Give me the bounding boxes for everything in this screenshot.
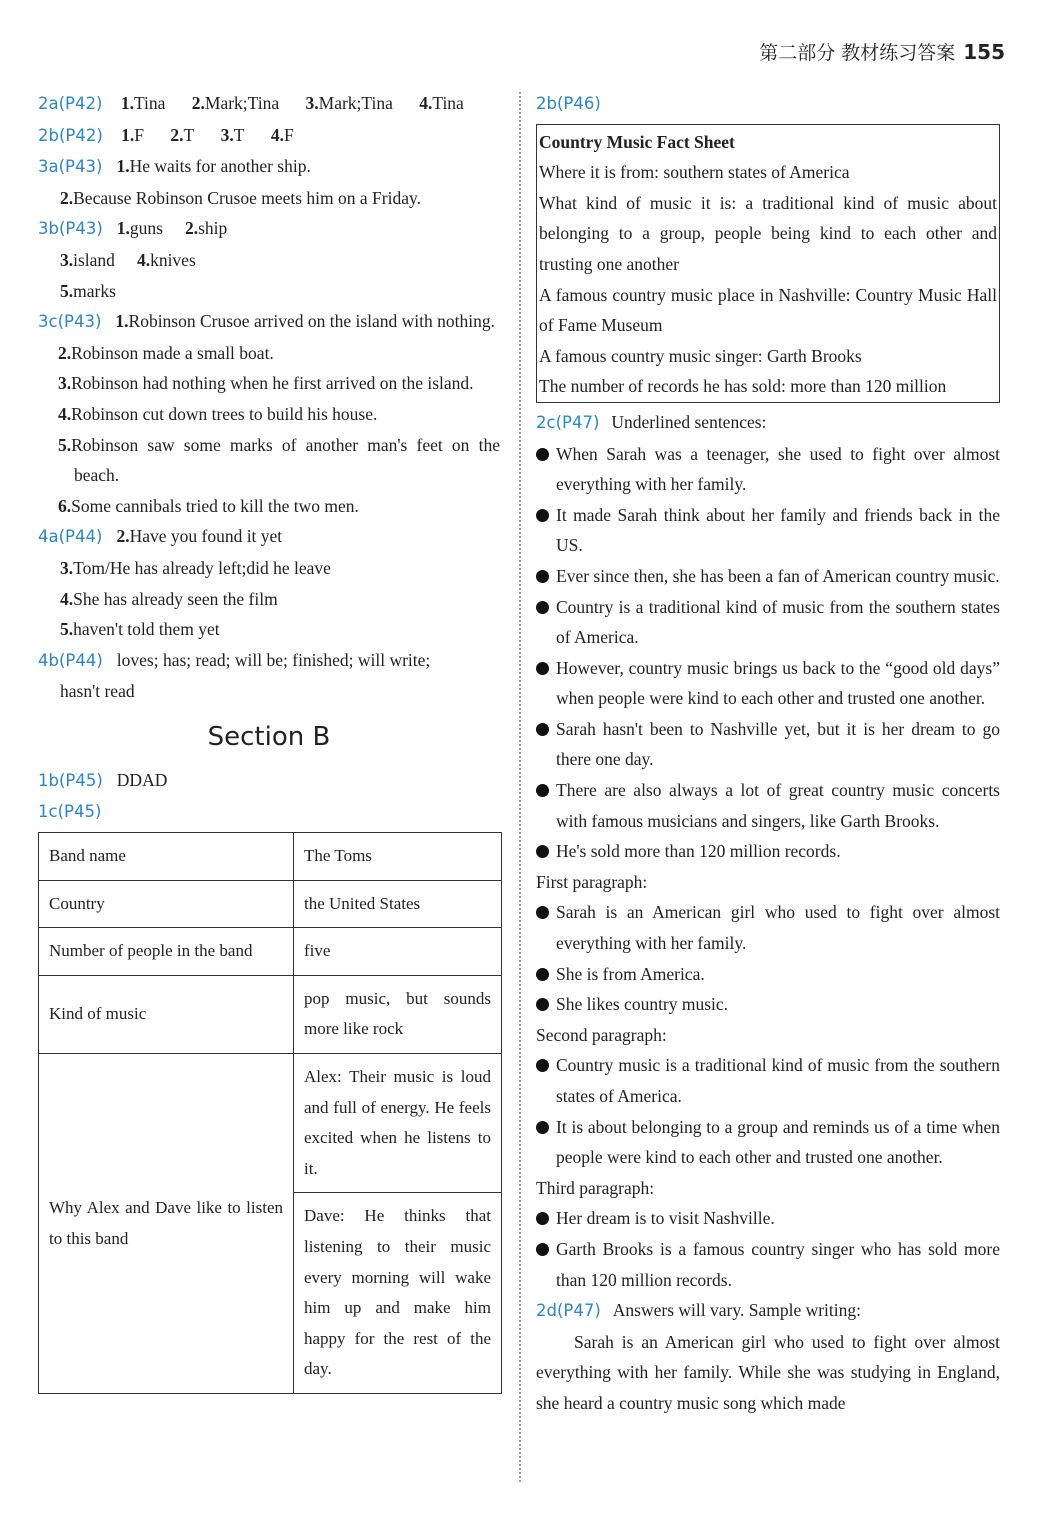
bullet-icon (536, 1059, 549, 1072)
bullet-icon (536, 509, 549, 522)
bullet-icon (536, 448, 549, 461)
bullet-icon (536, 968, 549, 981)
fact-sheet-box (536, 124, 1000, 403)
list-item: She is from America. (536, 959, 1000, 990)
bullet-icon (536, 723, 549, 736)
exercise-label: 1b(P45) (38, 770, 103, 790)
bullet-icon (536, 906, 549, 919)
fact-row: What kind of music it is: a traditional kind of music about belonging to a group, people being kind to each other and trusting one another (539, 192, 997, 274)
exercise-label: 2b(P42) (38, 125, 103, 145)
exercise-label: 2a(P42) (38, 94, 103, 113)
bullet-icon (536, 1212, 549, 1225)
list-item: He's sold more than 120 million records. (536, 836, 1000, 867)
section-heading: Section B (207, 721, 331, 752)
list-item: However, country music brings us back to the “good old days” when people were kind to each other and trusted one another. (536, 653, 1000, 714)
answer-text: loves; has; read; will be; finished; will write; (116, 649, 431, 670)
exercise-label: 3c(P43) (38, 312, 102, 332)
exercise-label: 3a(P43) (38, 157, 103, 177)
exercise-label: 1c(P45) (38, 802, 102, 822)
exercise-label: 2c(P47) (536, 412, 600, 432)
list-item: She likes country music. (536, 989, 1000, 1020)
exercise-label: 2d(P47) (536, 1301, 601, 1321)
list-item: It made Sarah think about her family and friends back in the US. (536, 500, 1000, 561)
header-title: 第二部分 教材练习答案 (759, 42, 956, 64)
answer-text: Robinson had nothing when he first arrived on the island. (71, 373, 474, 394)
table-row: Why Alex and Dave like to listen to this band Alex: Their music is loud and full of energy. He feels excited when he listens to it. Dave: He thinks that listening to their music every morning will wake him up and make him happy for the rest of the day. (39, 1054, 502, 1394)
bullet-icon (536, 570, 549, 583)
list-item: It is about belonging to a group and reminds us of a time when people were kind to each other and trusted one another. (536, 1112, 1000, 1173)
fact-row: The number of records he has sold: more than 120 million (539, 376, 947, 397)
exercise-4b (38, 645, 500, 707)
list-item: Her dream is to visit Nashville. (536, 1203, 1000, 1234)
paragraph-heading: Second paragraph: (536, 1024, 667, 1045)
bullet-icon (536, 662, 549, 675)
exercise-label: 4b(P44) (38, 650, 103, 670)
bullet-icon (536, 601, 549, 614)
answer-text: Robinson saw some marks of another man's feet on the beach. (71, 434, 500, 486)
bullet-icon (536, 784, 549, 797)
table-row: Number of people in the band five (39, 928, 502, 976)
exercise-3a: 3a(P43) 1.He waits for another ship. 2.Because Robinson Crusoe meets him on a Friday. (38, 156, 421, 208)
list-item: When Sarah was a teenager, she used to fight over almost everything with her family. (536, 439, 1000, 500)
exercise-4a: 4a(P44) 2.Have you found it yet 3.Tom/He has already left;did he leave 4.She has already seen the film 5.haven't told them yet (38, 526, 331, 640)
answer-text: Robinson made a small boat. (71, 342, 274, 363)
exercise-2b-p46 (536, 88, 1000, 120)
exercise-1b (38, 765, 500, 797)
bullet-icon (536, 1121, 549, 1134)
exercise-label: 4a(P44) (38, 527, 103, 547)
page-number: 155 (963, 40, 1005, 64)
exercise-label: 3b(P43) (38, 219, 103, 239)
list-item: There are also always a lot of great country music concerts with famous musicians and singers, like Garth Brooks. (536, 775, 1000, 836)
table-row: Band name The Toms (39, 833, 502, 881)
exercise-1c (38, 796, 500, 828)
list-item: Country music is a traditional kind of music from the southern states of America. (536, 1050, 1000, 1111)
answer-text: He waits for another ship. (129, 156, 311, 177)
list-item: Country is a traditional kind of music from the southern states of America. (536, 592, 1000, 653)
left-column (38, 88, 500, 1394)
list-item: Ever since then, she has been a fan of American country music. (536, 561, 1000, 592)
exercise-3b: 3b(P43) 1.guns 2.ship 3.island 4.knives 5.marks (38, 218, 228, 301)
exercise-label: 2b(P46) (536, 94, 601, 113)
bullet-icon (536, 998, 549, 1011)
exercise-2b: 2b(P42) 1.F 2.T 3.T 4.F (38, 124, 294, 145)
fact-sheet-title: Country Music Fact Sheet (539, 131, 735, 152)
fact-row: A famous country music singer: Garth Brooks (539, 345, 862, 366)
right-column (536, 88, 1000, 1419)
page-header (759, 38, 1005, 65)
table-row: Kind of music pop music, but sounds more like rock (39, 975, 502, 1053)
answer-text: Some cannibals tried to kill the two men. (71, 495, 359, 516)
exercise-3c: 3c(P43) 1.Robinson Crusoe arrived on the island with nothing. 2.Robinson made a small boat. 3.Robinson had nothing when he first arrived on the island. 4.Robinson cut down trees to build his house. 5.Robinson saw some marks of another man's feet on the beach. 6.Some cannibals tried to kill the two men. (38, 311, 500, 516)
table-row: Country the United States (39, 880, 502, 928)
paragraph-heading: Third paragraph: (536, 1177, 655, 1198)
answer-text: Robinson cut down trees to build his house. (71, 403, 378, 424)
answer-text: hasn't read (60, 681, 135, 702)
bullet-icon (536, 1243, 549, 1256)
fact-row: Where it is from: southern states of America (539, 162, 850, 183)
band-info-table (38, 832, 502, 1394)
list-item: Sarah hasn't been to Nashville yet, but it is her dream to go there one day. (536, 714, 1000, 775)
exercise-2c: 2c(P47) Underlined sentences: When Sarah was a teenager, she used to fight over almost everything with her family. It made Sarah think about her family and friends back in the US. Ever since then, she has been a fan of American country music. Country is a traditional kind of music from the southern states of America. However, country music brings us back to the “good old days” when people were kind to each other and trusted one another. Sarah hasn't been to Nashville yet, but it is her dream to go there one day. There are also always a lot of great country music concerts with famous musicians and singers, like Garth Brooks. He's sold more than 120 million records. First paragraph: Sarah is an American girl who used to fight over almost everything with her family. She is from America. She likes country music. Second paragraph: Country music is a traditional kind of music from the southern states of America. It is about belonging to a group and reminds us of a time when people were kind to each other and trusted one another. Third paragraph: Her dream is to visit Nashville. Garth Brooks is a famous country singer who has sold more than 120 million records. (536, 407, 1000, 1295)
dave-reason: Dave: He thinks that listening to their music every morning will wake him up and make him happy for the rest of the day. (304, 1206, 491, 1379)
alex-reason: Alex: Their music is loud and full of energy. He feels excited when he listens to it. (294, 1054, 501, 1193)
list-item: Garth Brooks is a famous country singer who has sold more than 120 million records. (536, 1234, 1000, 1295)
exercise-2d: 2d(P47) Answers will vary. Sample writing: Sarah is an American girl who used to fight over almost everything with her family. While she was studying in England, she heard a country music song which made (536, 1295, 1000, 1418)
column-divider (519, 92, 521, 1482)
bullet-icon (536, 845, 549, 858)
exercise-2a: 2a(P42) 1.Tina 2.Mark;Tina 3.Mark;Tina 4.Tina (38, 93, 464, 113)
sample-writing: Sarah is an American girl who used to fight over almost everything with her family. While she was studying in England, she heard a country music song which made (536, 1331, 1000, 1413)
paragraph-heading: First paragraph: (536, 871, 648, 892)
answer-text: Because Robinson Crusoe meets him on a Friday. (73, 187, 421, 208)
answer-text: DDAD (116, 769, 168, 790)
fact-row: A famous country music place in Nashville: Country Music Hall of Fame Museum (539, 284, 997, 336)
answer-text: Robinson Crusoe arrived on the island with nothing. (128, 311, 496, 332)
list-item: Sarah is an American girl who used to fight over almost everything with her family. (536, 897, 1000, 958)
